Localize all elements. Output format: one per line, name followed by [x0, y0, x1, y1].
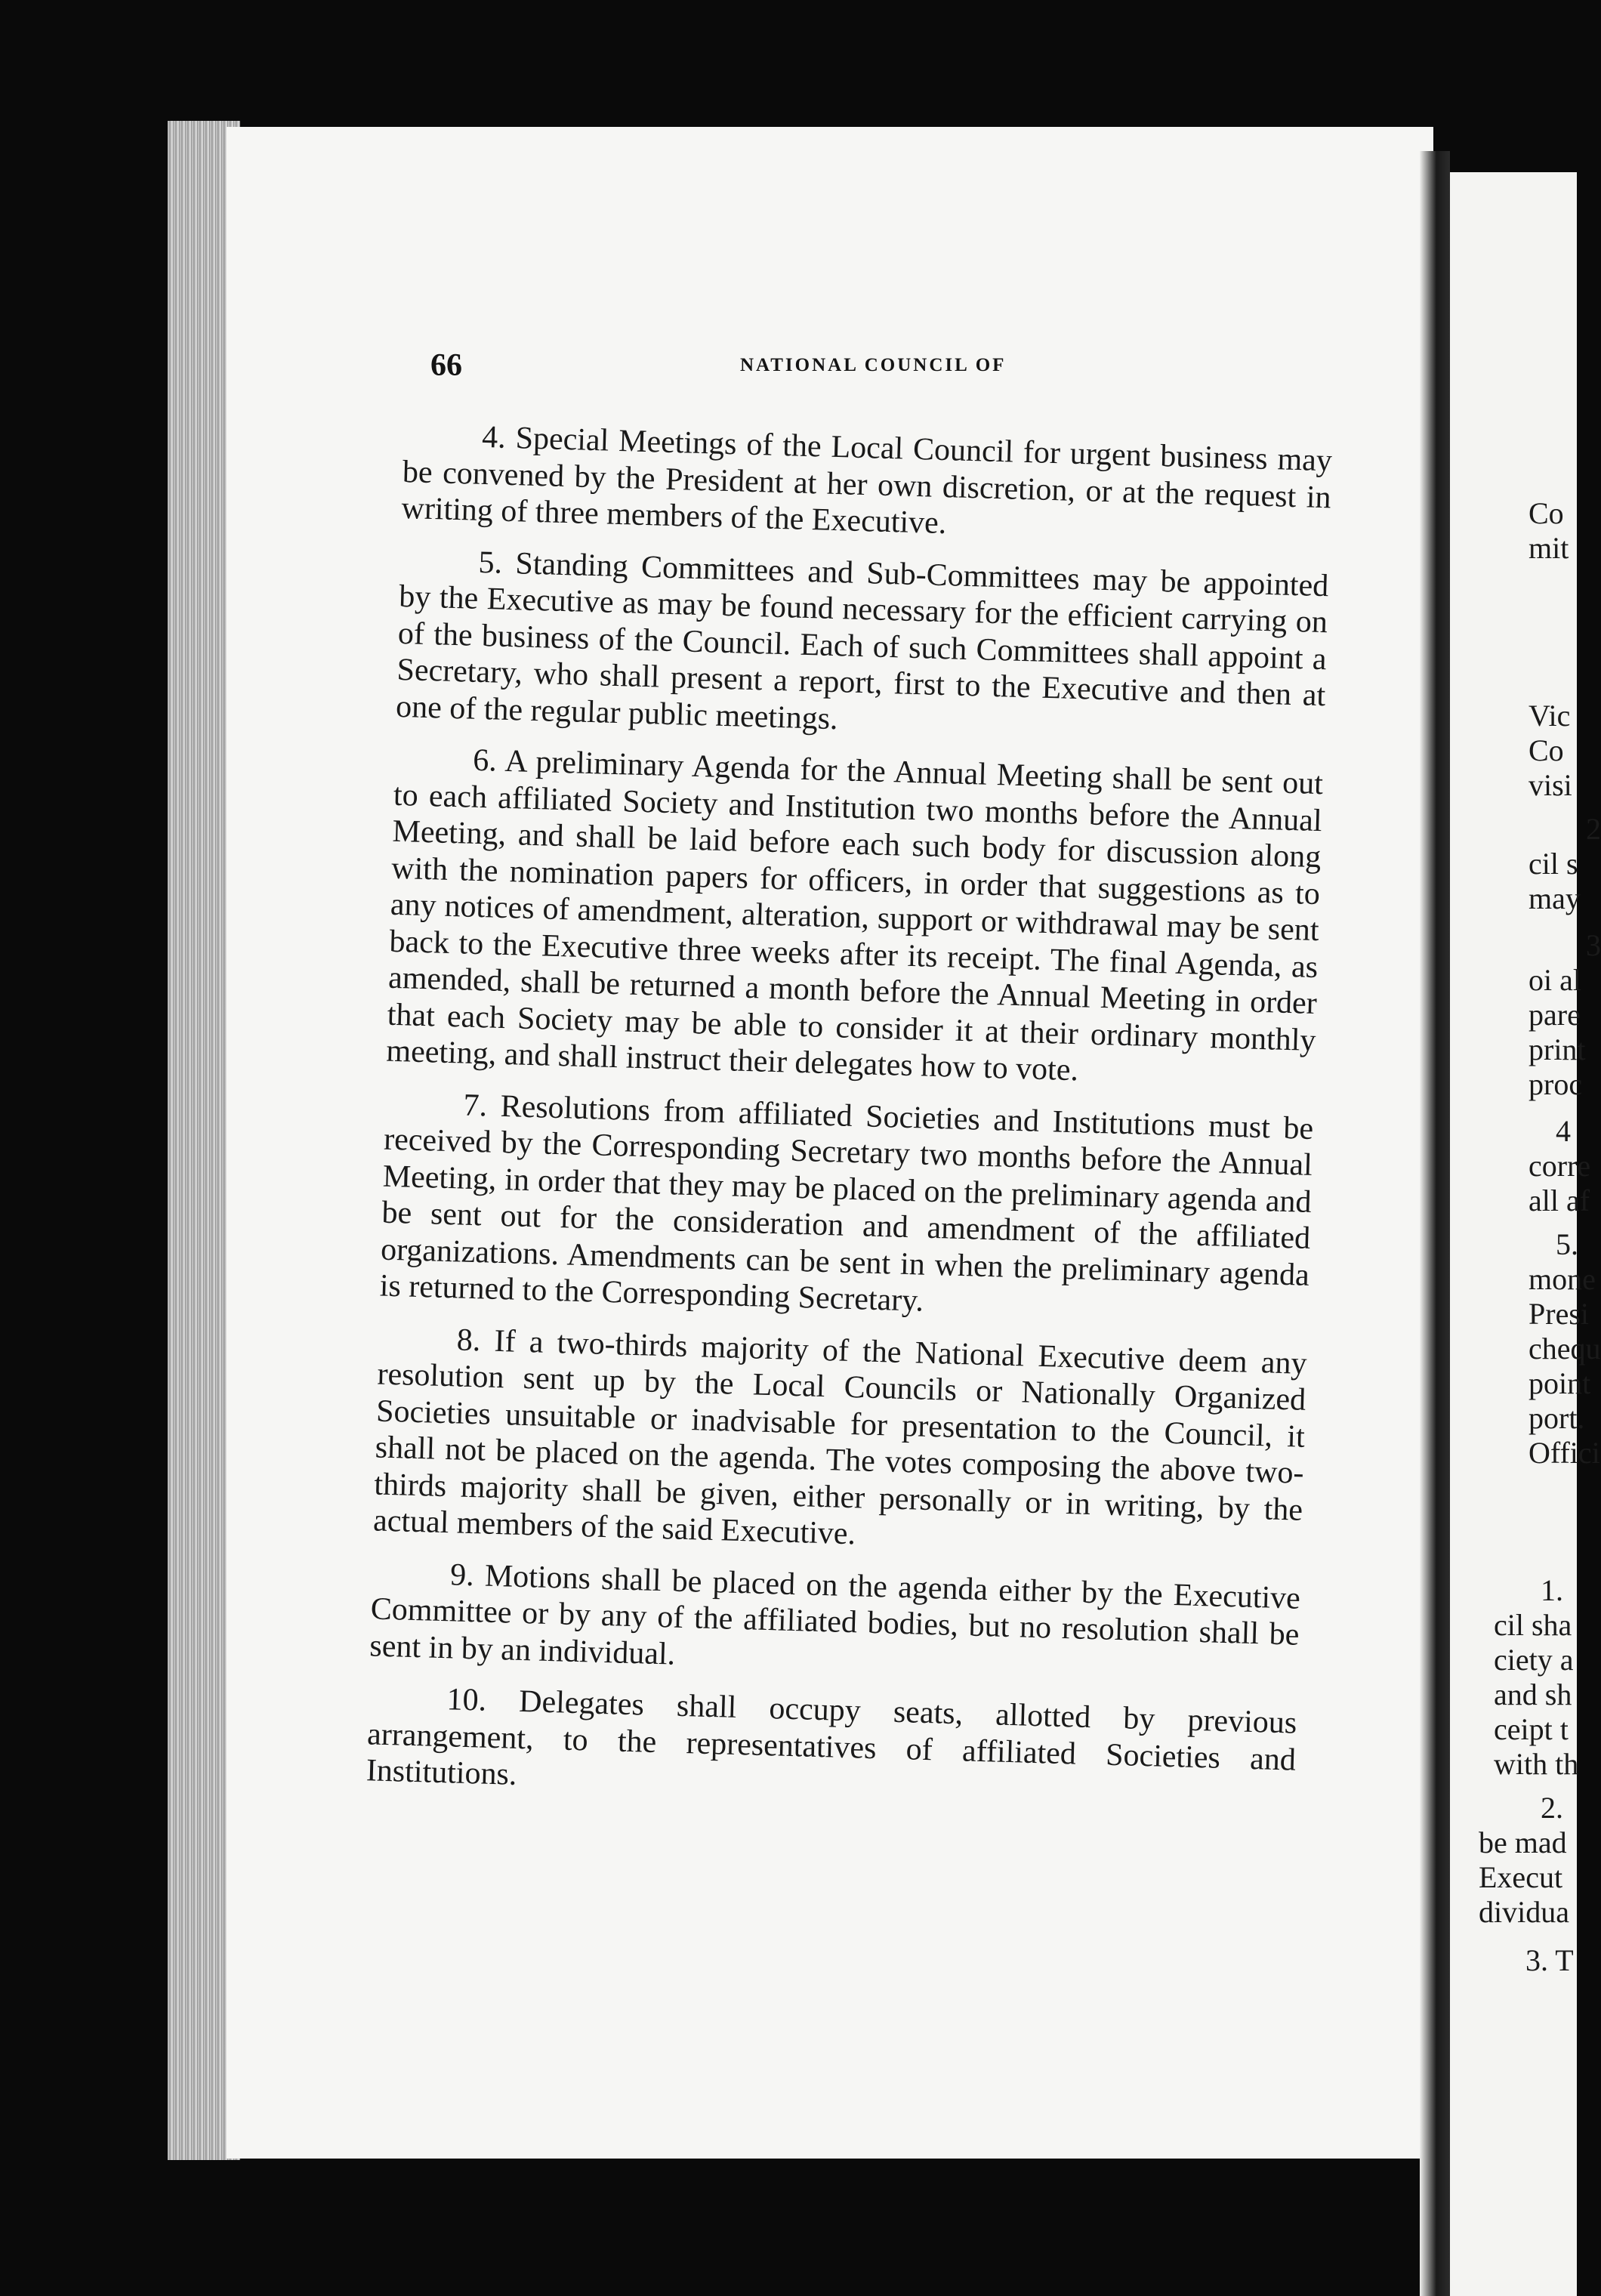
paragraph-4: 4. Special Meetings of the Local Council for urgent business may be convened by the President at her own discretion, or at the request in writing of three members of the Executive.: [400, 419, 1333, 542]
right-fragment: chequ: [1529, 1332, 1601, 1366]
right-fragment: 3. T: [1525, 1943, 1574, 1977]
right-fragment: ciety a: [1494, 1643, 1574, 1677]
paragraph-9: 9. Motions shall be placed on the agenda either by the Executive Committee or by any of the affiliated bodies, but no resolution shall be sent in by an individual.: [369, 1557, 1301, 1672]
right-fragment: 3: [1586, 928, 1601, 962]
right-fragment: print: [1529, 1032, 1586, 1066]
page-number: 66: [430, 348, 462, 383]
right-fragment: Offici: [1529, 1436, 1600, 1470]
right-fragment: Co: [1529, 496, 1564, 530]
right-fragment: proc: [1529, 1067, 1583, 1101]
right-fragment: Vic: [1529, 699, 1571, 733]
right-fragment: Presi: [1529, 1297, 1589, 1331]
right-fragment: and sh: [1494, 1677, 1572, 1711]
paragraph-5: 5. Standing Committees and Sub-Committees may be appointed by the Executive as may be found necessary for the efficient carrying on of the business of the Council. Each of such Committees shall appoint a Secretary, who shall present a report, first to the Executive and then at one of the regular public meetings.: [395, 545, 1329, 736]
right-fragment: Execut: [1479, 1860, 1563, 1894]
right-fragment: 2.: [1541, 1791, 1563, 1825]
body-text: [366, 417, 1333, 1830]
right-fragment: be mad: [1479, 1825, 1567, 1859]
right-fragment: mit: [1529, 531, 1569, 565]
right-fragment: all af: [1529, 1183, 1590, 1217]
right-fragment: cil s: [1529, 847, 1578, 881]
right-fragment: 4: [1556, 1114, 1571, 1148]
right-fragment: point: [1529, 1366, 1591, 1400]
running-head: NATIONAL COUNCIL OF: [740, 355, 1007, 375]
right-fragment: ceipt t: [1494, 1712, 1569, 1746]
right-fragment: dividua: [1479, 1895, 1569, 1929]
right-fragment: mone: [1529, 1262, 1596, 1296]
right-fragment: cil sha: [1494, 1608, 1572, 1642]
right-fragment: visi: [1529, 768, 1572, 802]
paragraph-7: 7. Resolutions from affiliated Societies and Institutions must be received by the Corresponding Secretary two months before the Annual Meeting, in order that they may be placed on the preliminary agenda and be sent out for the consideration and amendment of the affiliated organizations. Amendments can be sent in when the preliminary agenda is returned to the Corresponding Secretary.: [379, 1088, 1314, 1319]
paragraph-6: 6. A preliminary Agenda for the Annual Meeting shall be sent out to each affiliated Society and Institution two months before the Annual Meeting, and shall be laid before each such body for discussion along with the nomination papers for officers, in order that suggestions as to any notices of amendment, alteration, support or withdrawal may be sent back to the Executive three weeks after its receipt. The final Agenda, as amended, shall be returned a month before the Annual Meeting in order that each Society may be able to consider it at their ordinary monthly meeting, and shall instruct their delegates how to vote.: [385, 742, 1324, 1088]
right-fragment: 5.: [1556, 1227, 1578, 1261]
right-fragment: corre: [1529, 1149, 1591, 1183]
paragraph-10: 10. Delegates shall occupy seats, allotted by previous arrangement, to the representatives of affiliated Societies and Institutions.: [366, 1682, 1297, 1792]
right-fragment: port.: [1529, 1401, 1585, 1435]
right-fragment: 2: [1586, 812, 1601, 846]
book-gutter: [1420, 151, 1450, 2296]
right-fragment: Co: [1529, 733, 1564, 767]
right-fragment: pare: [1529, 998, 1581, 1032]
paragraph-8: 8. If a two-thirds majority of the National Executive deem any resolution sent up by the Local Councils or Nationally Organized Societies unsuitable or inadvisable for presentation to the Council, it shall not be placed on the agenda. The votes composing the above two-thirds majority shall be given, either personally or in writing, by the actual members of the said Executive.: [372, 1322, 1308, 1552]
page-header: [430, 347, 1322, 400]
right-fragment: 1.: [1541, 1573, 1563, 1607]
right-fragment: oi al: [1529, 963, 1581, 997]
right-fragment: with th: [1494, 1747, 1579, 1781]
right-fragment: may: [1529, 881, 1581, 915]
